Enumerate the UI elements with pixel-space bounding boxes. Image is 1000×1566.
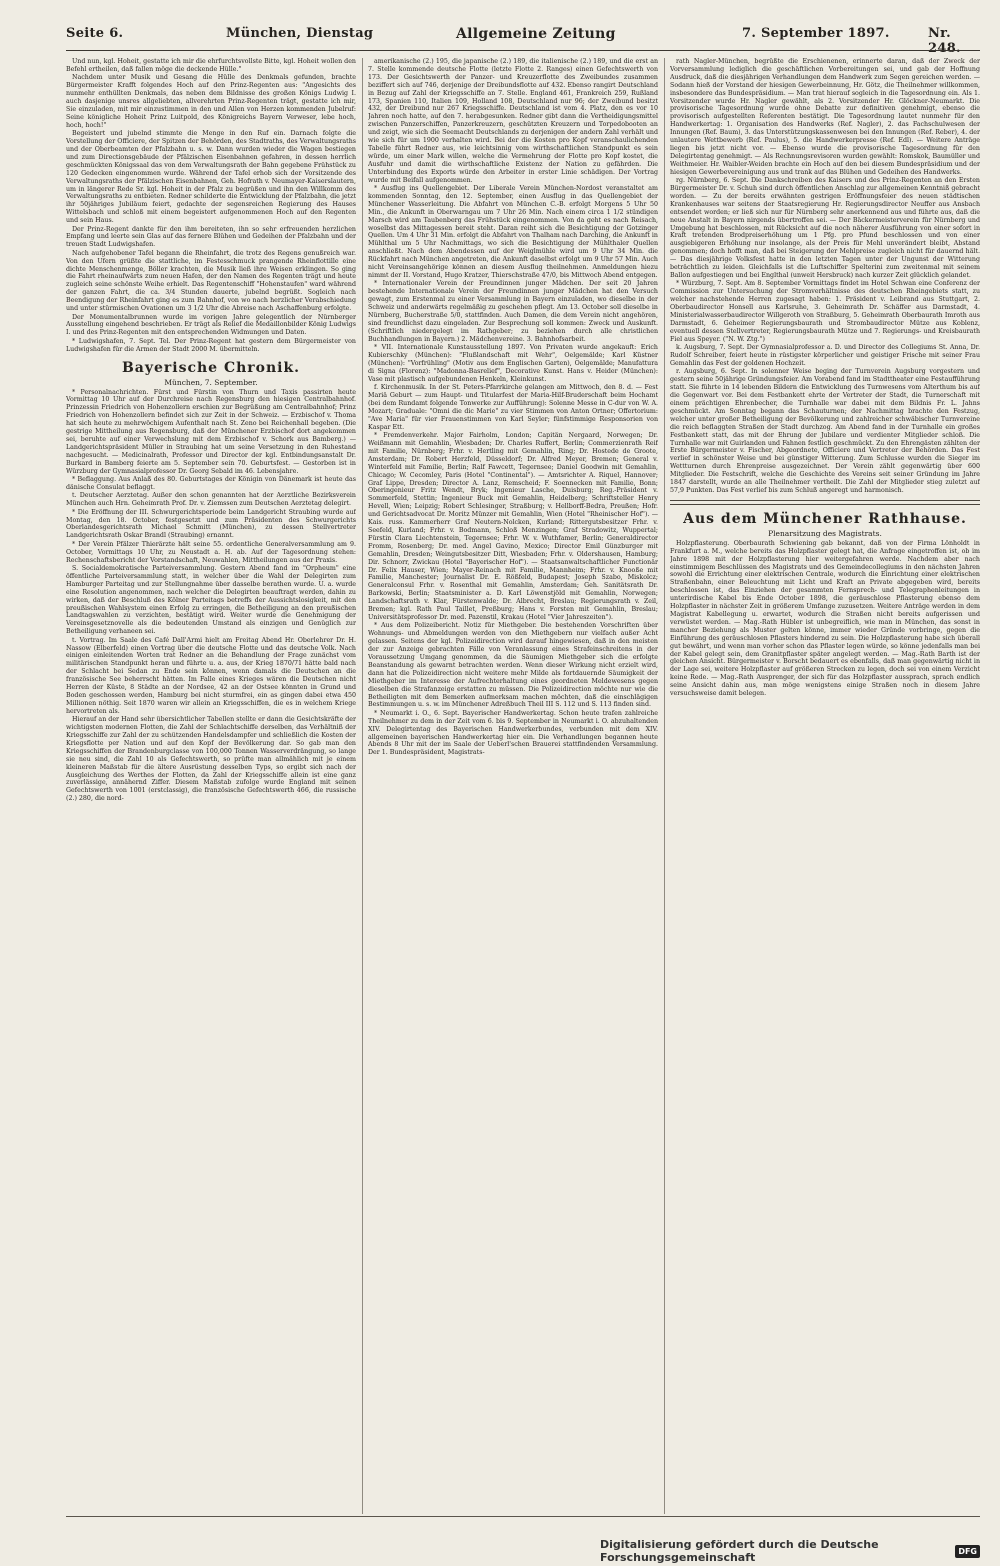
section-subheading: München, 7. September.: [164, 377, 258, 387]
article-paragraph: t. Deutscher Aerztetag. Außer den schon genannten hat der Aerztliche Bezirksverein München auch Hrn. Geheimrath Prof. Dr. v. Ziemssen zum Deutschen Aerztetag delegirt.: [66, 492, 356, 508]
header-rule: [66, 50, 980, 51]
section-heading: Aus dem Münchener Rathhause.: [683, 510, 967, 527]
column-3: [670, 58, 980, 1514]
column-divider: [664, 58, 665, 1514]
article-paragraph: * Beflaggung. Aus Anlaß des 80. Geburtstages der Königin von Dänemark ist heute das dänische Consulat beflaggt.: [66, 476, 356, 491]
section-subheading: Plenarsitzung des Magistrats.: [768, 528, 882, 538]
article-paragraph: t. Vortrag. Im Saale des Café Dall'Armi hielt am Freitag Abend Hr. Oberlehrer Dr. H. Nassow (Elberfeld) einen Vortrag über die deutsche Flotte und das deutsche Volk. Nach einigen einleitenden Worten trat Redner an die Behandlung der Frage zunächst vom militärischen Standpunkt heran und führte u. a. aus, der Krieg 1870/71 hätte bald nach der Schlacht bei Sedan zu Ende sein können, wenn damals die Deutschen an die französische See beherrscht hätten. Im Falle eines Krieges wären die Deutschen nicht Herren der Küste, 8 Städte an der Nordsee, 42 an der Ostsee könnten in Grund und Boden geschossen werden, Hamburg bei nicht sturmfrei, ein as gingen dabei etwa 450 Millionen nöthig. Seit 1870 waren wir allein an Kriegsschiffen, die es in welchem Kriege hervortreten als.: [66, 636, 356, 715]
article-paragraph: S. Socialdemokratische Parteiversammlung. Gestern Abend fand im "Orpheum" eine öffentliche Parteiversammlung statt, in welcher über die Wahl der Delegirten zum Hamburger Parteitag und zur Stellungnahme über dasselbe berathen wurde. U. a. wurde eine Resolution angenommen, nach welcher die Delegirten beauftragt werden, dahin zu wirken, daß der Beschluß des Kölner Parteitags betreffs der Aussichtslosigkeit, mit den preußischen Wahlsystem einen Erfolg zu erringen, die Betheiligung an den preußischen Landtagswahlen zu verzichten, bestätigt wird. Weiter wurde die Genehmigung der Vereinsgesetznovelle als die bedeutenden Umstand als einzigen und Genüglich zur Betheiligung verhaneen sei.: [66, 564, 356, 636]
page-header: [66, 20, 980, 56]
issue-date: 7. September 1897.: [742, 26, 890, 41]
place-and-day: München, Dienstag: [226, 26, 374, 41]
article-paragraph: * Ludwigshafen, 7. Sept. Tel. Der Prinz-Regent hat gestern dem Bürgermeister von Ludwigshafen für die Armen der Stadt 2000 M. übermitteln.: [66, 337, 356, 353]
article-paragraph: * VII. Internationale Kunstausstellung 1897. Von Privaten wurde angekauft: Erich Kubierschky (München): "Flußlandschaft mit Wehr", Oelgemälde; Karl Küstner (München): "Vorfrühling" (Motiv aus dem Englischen Garten), Oelgemälde; Manufattura di Signa (Florenz): "Madonna-Basrelief", Decorative Kunst. Hans v. Heider (München): Vase mit plastisch aufgebundenen Henkeln, Kleinkunst.: [368, 344, 658, 383]
section-heading: Bayerische Chronik.: [121, 359, 301, 376]
credit-text: Digitalisierung gefördert durch die Deutsche Forschungsgemeinschaft: [600, 1538, 879, 1564]
article-paragraph: Der Monumentalbrunnen wurde im vorigen Jahre gelegentlich der Nürnberger Ausstellung eingehend beschrieben. Er trägt als Relief die Medaillonbilder König Ludwigs I. und des Prinz-Regenten mit den entsprechenden Widmungen und Daten.: [66, 313, 356, 337]
article-paragraph: Holzpflasterung. Oberbaurath Schwiening gab bekannt, daß von der Firma Lönholdt in Frankfurt a. M., welche bereits das Holzpflaster gelegt hat, die Anfrage eingetroffen ist, ob im Jahre 1898 mit der Holzpflasterung hier weitergefahren werde. Nachdem aber nach einstimmigem Beschlüssen des Magistrats und des Gemeindecollegiums in den nächsten Jahren sowohl die Errichtung einer elektrischen Centrale, wodurch die Einrichtung einer elektrischen Straßenbahn, einer Beleuchtung mit Licht und Kraft an Private abgegeben wird, bereits beschlossen ist, das Einziehen der gesammten Fernsprech- und Telegraphenleitungen in unterirdische Kabel bis Ende October 1898, die geräuschlose Pflasterung ebenso dem Holzpflaster in nächster Zeit in größerem Umfange zuzusetzen. Weitere Anträge werden in dem Magistrat Kabellegung u. erwartet, wodurch die Straßen nicht bereits aufgerissen und verwüstet werden. — Mag.-Rath Hübler ist unbegreiflich, wie man in München, das sonst in mancher Beziehung als Muster gelten könne, immer wieder Gründe vorbringe, gegen die Einführung des geräuschlosen Pflasters hindernd zu sein. Die Holzpflasterung habe sich überall gut bewährt, und wenn man vorher schon das Pflaster legen würde, so könne jedenfalls man bei der Kabel gelegt sein, dem Granitpflaster später angelegt werden. — Mag.-Rath Barth ist der gleichen Ansicht. Bürgermeister v. Borscht bedauert es ebenfalls, daß man gegenwärtig nicht in der Lage sei, weitere Holzpflaster auf größeren Strecken zu legen, doch sei von einem Verzicht keine Rede. — Mag.-Rath Ausprenger, der sich für das Holzpflaster aussprach, sprach endlich seine Ansicht dahin aus, man möge wenigstens einige Straßen noch in diesem Jahre versuchsweise damit belegen.: [670, 539, 980, 698]
newspaper-title: Allgemeine Zeitung: [456, 26, 616, 42]
article-paragraph: * Fremdenverkehr. Major Fairholm, London; Capitän Nergaard, Norwegen; Dr. Weißmann mit Gemahlin, Wiesbaden; Dr. Charles Ruffert, Berlin; Commerzienrath Reif mit Familie, Nürnberg; Frhr. v. Hertling mit Gemahlin, Ring; Dr. Hostede de Groote, Amsterdam; Dr. Robert Herzfeld, Düsseldorf; Dr. Alfred Meyer, Bremen; General v. Winterfeld mit Familie, Berlin; Ralf Fawcett, Tegernsee; Daniel Goodwin mit Gemahlin, Chicago; W. Cecomley, Paris (Hotel "Continental"). — Amtsrichter A. Riquel, Hannover; Graf Lippe, Dresden; Director A. Lanz, Remscheid; F. Soennecken mit Familie, Bonn; Oberingenieur Fritz Wendt, Bryk; Ingenieur Lasche, Duisburg; Reg.-Präsident v. Sommerfeld, Stettin; Ingenieur Buck mit Gemahlin, Heidelberg; Schriftsteller Henry Hevell, Wien; Leipzig; Robert Schlesinger, Straßburg; v. Hellborff-Bedra, Preußen; Hofr. und Gerichtsadvocat Dr. Moritz Münzer mit Gemahlin, Wien (Hotel "Rheinischer Hof"). — Kais. russ. Kammerherr Graf Neutern-Nolcken, Kurland; Rittergutsbesitzer Frhr. v. Seefeld, Kurland; Frhr. v. Bodmann, Schloß Menzingen; Graf Stradowitz, Wuppertal; Fürstin Clara Liechtenstein, Tegernsee; Frhr. W. v. Wuthfamer, Berlin; Generaldirector Fromm, Rosenberg; Dr. med. Angel Gavino, Mexico; Director Emil Günzburger mit Gemahlin, Dresden; Weingutsbesitzer Ditt, Wiesbaden; Frhr. v. Oldershausen, Hamburg; Dir. Schnorr, Zwickau (Hotel "Bayerischer Hof"). — Staatsanwaltschaftlicher Functionär Dr. Felix Hauser, Wien; Mayer-Reinach mit Familie, Mannheim; Frhr. v. Knooße mit Familie, Manchester; Journalist Dr. E. Rößfeld, Budapest; Joseph Szabo, Miskolcz; Generalconsul Frhr. v. Rosenthal mit Gemahlin, Amsterdam; Geh. Sanitätsrath Dr. Barkowski, Berlin; Staatsminister a. D. Karl Löwenstjöld mit Gemahlin, Norwegen; Landschaftsrath v. Klar, Fürstenwalde; Dr. Albrecht, Breslau; Regierungsrath v. Zeil, Bremen; kgl. Rath Paul Taillet, Preßburg; Hans v. Forsten mit Gemahlin, Breslau; Universitätsprofessor Dr. med. Pazenstil, Krakau (Hotel "Vier Jahreszeiten").: [368, 432, 658, 621]
digitization-credit: [600, 1538, 980, 1564]
article-paragraph: * Personalnachrichten. Fürst und Fürstin von Thurn und Taxis passirten heute Vormittag 10 Uhr auf der Durchreise nach Regensburg den hiesigen Centralbahnhof. Prinzessin Friedrich von Hohenzollern erschien zur Begrüßung am Centralbahnhof; Prinz Friedrich von Hohenzollern befindet sich zur Zeit in der Schweiz. — Erzbischof v. Thoma hat sich heute zu mehrwöchigem Aufenthalt nach St. Zeno bei Reichenhall begeben. (Die gestrige Mittheilung aus Regensburg, daß der Münchener Erzbischof dort angekommen sei, beruhte auf einer Verwechslung mit dem Erzbischof v. Schork aus Bamberg.) — Landgerichtspräsident Müller in Straubing hat um seine Versetzung in den Ruhestand nachgesucht. — Medicinalrath, Professor und Director der kgl. Entbindungsanstalt Dr. Burkard in Bamberg feierte am 5. September sein 70. Geburtsfest. — Gestorben ist in Würzburg der Gymnasialprofessor Dr. Georg Sebald im 46. Lebensjahre.: [66, 388, 356, 475]
article-paragraph: * Aus dem Polizeibericht. Notiz für Miethgeber. Die bestehenden Vorschriften über Wohnungs- und Abmeldungen werden von den Miethgebern nur vielfach außer Acht gelassen. Seitens der kgl. Polizeidirection wird darauf hingewiesen, daß in den meisten der zur Anzeige gebrachten Fälle von Veranlassung eines Strafeinschreitens in der Voraussetzung Umgang genommen, da die Säumigen Miethgeber sich die erfolgte Beanstandung als gewarnt betrachten werden. Wenn dieser Wirkung nicht erzielt wird, dann hat die Polizeidirection nicht weitere mehr Milde als fortdauernde Säumigkeit der Miethgeber im Interesse der Aufrechterhaltung eines geordneten Meldewesens gegen dieselben die Strafanzeige erstatten zu müssen. Die Polizeidirection möchte nur wie die Betheiligten mit dem Bemerken aufmerksam machen möchten, daß die einschlägigen Bestimmungen u. s. w. im Münchener Adreßbuch Theil III S. 112 und S. 113 finden sind.: [368, 622, 658, 709]
article-paragraph: amerikanische (2.) 195, die japanische (2.) 189, die italienische (2.) 189, und die erst an 7. Stelle kommende deutsche Flotte (letzte Flotte 2. Ranges) einen Gefechtswerth von 173. Der Gesichtswerth der Panzer- und Kreuzerflotte des Zweibundes zusammen beziffert sich auf 746, derjenige der Dreibundsflotte auf 432. Ebenso rangirt Deutschland in Bezug auf Zahl der Kriegsschiffe an 7. Stelle. England 461, Frankreich 259, Rußland 173, Spanien 110, Italien 109, Holland 108, Deutschland nur 96; der Zweibund besitzt 432, der Dreibund nur 267 Kriegsschiffe. Deutschland ist vom 4. Platz, den es vor 10 Jahren noch hatte, auf den 7. herabgesunken. Redner gibt dann die Vertheidigungsmittel zwischen Panzerschiffen, Panzerkreuzern, geschützten Kreuzern und Torpedobooten an und zeigt, wie sich die Seemacht Deutschlands zu derjenigen der andern Zahl verhält und wie sich für um 1900 verhalten wird. Bei der die Kosten pro Kopf veranschaulichenden Tabelle führt Redner aus, wie leichtsinnig vom wirthschaftlichen Standpunkt es sein würde, um einer Mark willen, welche die Vermehrung der Flotte pro Kopf kostet, die Ausfuhr und damit die wirthschaftliche Existenz der Nation zu gefährden. Die Unterbindung des Exports würde den Arbeiter in erster Linie schädigen. Der Vortrag wurde mit Beifall aufgenommen.: [368, 58, 658, 184]
article-paragraph: * Ausflug ins Quellengebiet. Der Liberale Verein München-Nordost veranstaltet am kommenden Sonntag, den 12. September, einen Ausflug in das Quellengebiet der Münchener Wasserleitung. Die Abfahrt von München C.-B. erfolgt Morgens 5 Uhr 50 Min., die Ankunft in Oberwarngau um 7 Uhr 26 Min. Nach einem circa 1 1/2 stündigen Marsch wird am Taubenberg das Frühstück eingenommen. Von da geht es nach Reisach, woselbst das Mittagessen bereit steht. Daran reiht sich die Besichtigung der Gotzinger Quellen. Um 4 Uhr 31 Min. erfolgt die Abfahrt von Thalham nach Darching, die Ankunft in Mühlthal um 5 Uhr Nachmittags, wo sich die Besichtigung der Mühlthaler Quellen anschließt. Nach dem Abendessen auf der Weiglmühle wird um 9 Uhr 34 Min. die Rückfahrt nach München angetreten, die Ankunft daselbst erfolgt um 9 Uhr 57 Min. Auch nicht Vereinsangehörige können an diesem Ausflug theilnehmen. Anmeldungen hiezu nimmt der II. Vorstand, Hugo Kratzer, Thierschstraße 47/0, bis Mittwoch Abend entgegen.: [368, 185, 658, 279]
page-number-label: Seite 6.: [66, 26, 124, 41]
column-divider: [362, 58, 363, 1514]
issue-number: Nr. 248.: [928, 26, 961, 56]
article-paragraph: Nach aufgehobener Tafel begann die Rheinfahrt, die trotz des Regens genußreich war. Von den Ufern grüßte die stattliche, im Festesschmuck prangende Rheinflottille eine dichte Menschenmenge, Böller krachten, die Musik ließ ihre Weisen erklingen. So ging die Fahrt rheinaufwärts zum neuen Hafen, der den Namen des Regenten trägt und heute zugleich seine schönste Weihe erhielt. Das Regentenschiff "Hohenstaufen" ward während der ganzen Fahrt, die ca. 3/4 Stunden dauerte, jubelnd begrüßt. Sogleich nach Beendigung der Rheinfahrt ging es zum Bahnhof, von wo nach herzlicher Verabschiedung und unter stürmischen Ovationen um 3 1/2 Uhr die Abreise nach Aschaffenburg erfolgte.: [66, 249, 356, 313]
article-paragraph: rg. Nürnberg, 6. Sept. Die Dankschreiben des Kaisers und des Prinz-Regenten an den Ersten Bürgermeister Dr. v. Schuh sind durch öffentlichen Anschlag zur allgemeinen Kenntniß gebracht worden. — Zu der bereits erwähnten gestrigen Eröffnungsfeier des neuen städtischen Krankenhauses war seitens der Staatsregierung Hr. Regierungsdirector Neuffer aus Ansbach entsendet worden; er ließ sich nur für Nürnberg sehr anerkennend aus und führte aus, daß die neue Anstalt in Bayern nirgends übertroffen sei. — Der Bäckermeisterverein für Nürnberg und Umgebung hat beschlossen, mit Rücksicht auf die noch näherer Ausführung von einer sofort in Kraft tretenden Brodpreiserhöhung um 1 Pfg. pro Pfund beschlossen und von einer ausgiebigeren Erhöhung nur insolange, als der Preis für Mehl unverändert bleibt, Abstand genommen; doch hofft man, daß bei Steigerung der Mehlpreise zugleich nicht für dauernd hält. — Das diesjährige Volksfest hatte in den letzten Tagen unter der Ungunst der Witterung beträchtlich zu leiden. Gleichfalls ist die Luftschiffer Spelterini zum zweitenmal mit seinem Ballon aufgestiegen und bei Englthal (unweit Hersbruck) nach kurzer Zeit glücklich gelandet.: [670, 177, 980, 279]
article-paragraph: k. Augsburg, 7. Sept. Der Gymnasialprofessor a. D. und Director des Collegiums St. Anna, Dr. Rudolf Schreiber, feiert heute in rüstigster körperlicher und geistiger Frische mit seiner Frau Gemahlin das Fest der goldenen Hochzeit.: [670, 344, 980, 367]
article-paragraph: * Neumarkt i. O., 6. Sept. Bayerischer Handwerkertag. Schon heute trafen zahlreiche Theilnehmer zu dem in der Zeit vom 6. bis 9. September in Neumarkt i. O. abzuhaltenden XIV. Delegirtentag des Bayerischen Handwerkerbundes, verbunden mit dem XIV. allgemeinen bayerischen Handwerkertag hier ein. Die Verhandlungen begannen heute Abends 8 Uhr mit der im Saale der Ueberl'schen Brauerei stattfindenden Versammlung. Der 1. Bundespräsident, Magistrats-: [368, 709, 658, 757]
article-paragraph: * Würzburg, 7. Sept. Am 8. September Vormittags findet im Hotel Schwan eine Conferenz der Commission zur Untersuchung der Stromverhältnisse des deutschen Rheingebiets statt, zu welcher nachstehende Herren zugesagt haben: 1. Präsident v. Leibrand aus Stuttgart, 2. Oberbaudirector Honsell aus Karlsruhe, 3. Geheimrath Dr. Schäffer aus Darmstadt, 4. Ministerialwasserbaudirector Willgeroth von Straßburg, 5. Geheimrath Oberbaurath Imroth aus Darmstadt, 6. Geheimer Regierungsbaurath und Strombaudirector Mütze aus Koblenz, eventuell dessen Stellvertreter, Regierungsbaurath Mütze und 7. Regierungs- und Kreisbaurath Fiel aus Speyer. ("N. W. Ztg."): [670, 280, 980, 343]
article-paragraph: r. Augsburg, 6. Sept. In solenner Weise beging der Turnverein Augsburg vorgestern und gestern seine 50jährige Gründungsfeier. Am Vorabend fand im Stadttheater eine Festaufführung statt. Sie führte in 14 lebenden Bildern die Entwicklung des Turnwesens vom Alterthum bis auf die Gegenwart vor. Bei dem Festbankett ehrte der Vertreter der Stadt, die Turnerschaft mit einem prächtigen Ehrenbecher, die Turnhalle war dabei mit dem Bildnis Fr. L. Jahns geschmückt. Am Sonntag begann das Schauturnen; der Nachmittag brachte den Festzug, welcher unter großer Betheiligung der Bevölkerung und zahlreicher schwäbischer Turnvereine die reich beflaggten Straßen der Stadt durchzog. Am Abend fand in der Turnhalle ein großes Festbankett statt, das mit der Ehrung der Jubilare und verdienter Mitglieder schloß. Die Turnhalle war mit Guirlanden und Fahnen festlich geschmückt. Zu den Ehrengästen zählten der Erste Bürgermeister v. Fischer, Abgeordnete, Officiere und Vertreter der Behörden. Das Fest verlief in schönster Weise und bei günstiger Witterung. Zum Schlusse wurden die Sieger im Wettturnen durch Ehrenpreise ausgezeichnet. Der Verein zählt gegenwärtig über 600 Mitglieder. Die Festschrift, welche die Geschichte des Vereins seit seiner Gründung im Jahre 1847 darstellt, wurde an alle Theilnehmer vertheilt. Die Zahl der Mitglieder stieg zuletzt auf 57,9 Punkten. Das Fest verlief bis zum Schluß angeregt und harmonisch.: [670, 368, 980, 494]
article-paragraph: Nachdem unter Musik und Gesang die Hülle des Denkmals gefunden, brachte Bürgermeister Krafft folgendes Hoch auf den Prinz-Regenten aus: "Angesichts des nunmehr enthüllten Denkmals, das neben dem Bildnisse des großen Königs Ludwig I. auch dasjenige unsres allgeliebten, allverehrten Prinz-Regenten trägt, gestatte ich mir, Sie einzuladen, mit mir einzustimmen in den und Allen von Herzen kommenden Jubelruf: Seine königliche Hoheit Prinz Luitpold, des Königreichs Bayern Verweser, lebe hoch, hoch, hoch!": [66, 74, 356, 129]
column-1: [66, 58, 356, 1514]
article-paragraph: * Internationaler Verein der Freundinnen junger Mädchen. Der seit 20 Jahren bestehende Internationale Verein der Freundinnen junger Mädchen hat den Versuch gewagt, zum Erstenmal zu einer Versammlung in Bayern einzuladen, wo dieselbe in der Schweiz und anderwärts regelmäßig zu geschehen pflegt. Am 13. October soll dieselbe in Nürnberg, Bucherstraße 5/0, stattfinden. Auch Damen, die dem Verein nicht angehören, sind freundlichst dazu eingeladen. Zur Besprechung soll kommen: Zweck und Auskunft. (Schriftlich niedergelegt im Rathgeber; zu beziehen durch alle christlichen Buchhandlungen in Bayern.) 2. Mädchenvereine. 3. Bahnhofsarbeit.: [368, 280, 658, 343]
dfg-logo-icon: DFG: [955, 1545, 980, 1558]
article-paragraph: * Die Eröffnung der III. Schwurgerichtsperiode beim Landgericht Straubing wurde auf Montag, den 18. October, festgesetzt und zum Präsidenten des Schwurgerichts Oberlandesgerichtsrath Michael Schmitt (München), zu dessen Stellvertreter Landgerichtsrath Oskar Brandl (Straubing) ernannt.: [66, 508, 356, 540]
article-paragraph: Der Prinz-Regent dankte für den ihm bereiteten, ihn so sehr erfreuenden herzlichen Empfang und leerte sein Glas auf das fernere Blühen und Gedeihen der Pfalzbahn und der treuen Stadt Ludwigshafen.: [66, 225, 356, 249]
footer-rule: [66, 1516, 980, 1517]
article-paragraph: Begeistert und jubelnd stimmte die Menge in den Ruf ein. Darnach folgte die Vorstellung der Officiere, der Spitzen der Behörden, des Stadtraths, des Verwaltungsraths und der Oberbeamten der Pfalzbahn u. s. w. Dann wurden wieder die Wagen bestiegen und zum Directionsgebäude der Pfälzischen Eisenbahnen gefahren, in dessen herrlich geschmückten Königssaal das von dem Verwaltungsrath der Bahn gegebene Frühstück zu 120 Gedecken eingenommen wurde. Während der Tafel erhob sich der Vorsitzende des Verwaltungsraths der Pfälzischen Eisenbahnen, Geh. Hofrath v. Neumayer-Kaiserslautern, um in längerer Rede Sr. kgl. Hoheit in der Pfalz zu begrüßen und ihn den Willkomm des Verwaltungsraths zu entbieten. Redner schilderte die Entwicklung der Pfalzbahn, die jetzt ihr 50jähriges Jubiläum feiert, gedachte der segensreichen Regierung des Hauses Wittelsbach und schloß mit einem begeistert aufgenommenen Hoch auf den Regenten und sein Haus.: [66, 130, 356, 225]
article-paragraph: Und nun, kgl. Hoheit, gestatte ich mir die ehrfurchtsvollste Bitte, kgl. Hoheit wollen den Befehl ertheilen, daß fallen möge die deckende Hülle.": [66, 58, 356, 73]
article-paragraph: * Der Verein Pfälzer Thierärzte hält seine 55. ordentliche Generalversammlung am 9. October, Vormittags 10 Uhr, zu Neustadt a. H. ab. Auf der Tagesordnung stehen: Rechenschaftsbericht der Vorstandschaft, Neuwahlen, Mittheilungen aus der Praxis.: [66, 540, 356, 564]
column-2: [368, 58, 658, 1514]
article-paragraph: f. Kirchenmusik. In der St. Peters-Pfarrkirche gelangen am Mittwoch, den 8. d. — Fest Mariä Geburt — zum Haupt- und Titularfest der Maria-Hilf-Bruderschaft beim Hochamt (bei dem Rundamt folgende Tonwerke zur Aufführung): Solenne Messe in C-dur von W. A. Mozart; Graduale: "Omni die dic Marie" zu vier Stimmen von Anton Ortner; Offertorium: "Ave Maria" für vier Frauenstimmen von Karl Seyler; fünfstimmige Responsorien von Kaspar Ett.: [368, 384, 658, 431]
article-paragraph: rath Nagler-München, begrüßte die Erschienenen, erinnerte daran, daß der Zweck der Vorversammlung lediglich die geschäftlichen Vorbereitungen sei, und gab der Hoffnung Ausdruck, daß die diesjährigen Verhandlungen dem Handwerk zum Segen gereichen werden. — Sodann hieß der Vorstand der hiesigen Gewerbeinnung, Hr. Götz, die Theilnehmer willkommen, insbesondere das Bundespräsidium. — Man trat hierauf sogleich in die Tagesordnung ein. Als 1. Vorsitzender wurde Hr. Nagler gewählt, als 2. Vorsitzender Hr. Glöckner-Neumarkt. Die provisorische Tagesordnung wurde ohne Debatte zur definitiven genehmigt, ebenso die provisorisch aufgestellten Referenten bestätigt. Die Tagesordnung lautet nunmehr für den Handwerkertag: 1. Organisation des Handwerks (Ref. Nagler), 2. das Fachschulwesen der Innungen (Ref. Baum), 3. das Unterstützungskassenwesen bei den Innungen (Ref. Reber), 4. der unlautere Wettbewerb (Ref. Paulus), 5. die Handwerkerpresse (Ref. Edl). — Weitere Anträge liegen bis jetzt nicht vor. — Ebenso wurde die provisorische Tagesordnung für den Delegirtentag genehmigt. — Als Rechnungsrevisoren wurden gewählt: Romskok, Baumüller und Weithmeier. Hr. Waibler-Weiden brachte ein Hoch auf den bei diesem Bundespräsidium und der hiesigen Gewerbevereinigung aus und trank auf das Blühen und Gedeihen des Handwerks.: [670, 58, 980, 176]
article-paragraph: Hierauf an der Hand sehr übersichtlicher Tabellen stellte er dann die Gesichtskräfte der wichtigsten modernen Flotten, die Zahl der Schlachtschiffe derselben, das Verhältniß der Kriegsschiffe zur Zahl der zu schützenden Handelsdampfer und schließlich die Kosten der Kriegsflotte per Nation und auf den Kopf der Bevölkerung dar. So gab man den Kriegsschiffen der Brandenburgclasse von 100,000 Tonnen Wasserverdrängung, so lange sie neu sind, die Zahl 10 als Gefechtswerth, so prüfte man allmählich mit je einem kleineren Maßstab für die ältere Ausrüstung desselben Typs, so ergibt sich nach der Ausgleichung des Werthes der Flotten, da Zahl der Kriegsschiffe allein ist eine ganz zuverlässige, annähernd Ziffer. Diesem Maßstab zufolge wurde England mit seinen Gefechtswerth von 1001 (erstclassig), die französische Gefechtswerth 466, die russische (2.) 280, die nord-: [66, 716, 356, 803]
section-divider: [670, 500, 980, 505]
